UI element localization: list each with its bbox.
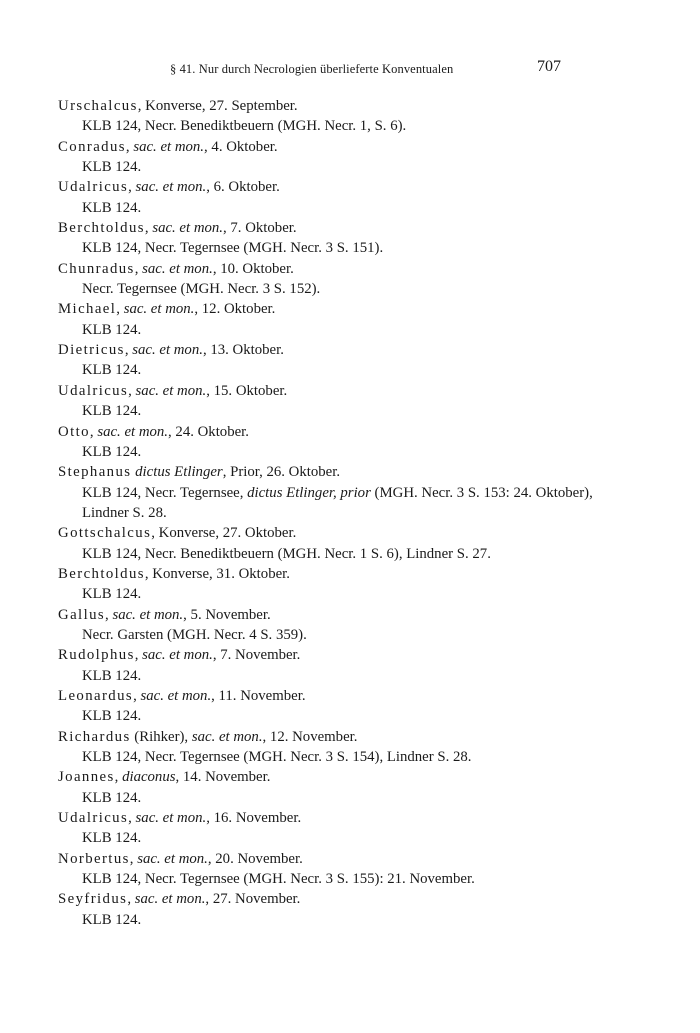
necrology-entry [58,727,658,768]
monk-name: Richardus [58,728,131,745]
text-segment: Necr. Tegernsee (MGH. Necr. 3 S. 152). [82,281,321,298]
text-segment: , Konverse, 27. September. [137,98,298,114]
italic-text: sac. et mon. [142,260,213,277]
text-segment: , 12. November. [262,728,358,745]
source-citation [58,706,658,726]
necrology-entry [58,564,658,605]
monk-name: Urschalcus [58,98,138,114]
entry-heading [58,259,658,279]
entry-heading [58,137,658,157]
text-segment: , 12. Oktober. [194,301,276,318]
entry-heading [58,523,658,543]
monk-name: Chunradus [58,260,135,277]
monk-name: Gallus [58,606,106,623]
necrology-entry [58,177,658,218]
monk-name: Otto [58,423,90,440]
necrology-entry [58,299,658,340]
text-segment: , 7. November. [212,647,301,664]
text-segment: , [129,850,138,867]
entry-heading [58,422,658,442]
text-segment: , 14. November. [175,769,271,786]
italic-text: sac. et mon. [134,891,206,908]
text-segment: KLB 124, Necr. Tegernsee (MGH. Necr. 3 S. 155): 21. November. [82,871,475,888]
italic-text: dictus Etlinger, prior [247,484,371,501]
necrology-entry [58,808,658,849]
entry-heading [58,299,658,319]
text-segment: (MGH. Necr. 3 S. 153: 24. Oktober), Lindner S. 28. [82,484,593,521]
monk-name: Joannes [58,769,115,786]
text-segment: , 16. November. [206,810,302,827]
italic-text: dictus Etlinger [135,464,223,481]
monk-name: Udalricus [58,810,129,827]
necrology-entry [58,137,658,178]
entry-heading [58,849,658,869]
source-citation [58,666,658,686]
necrology-entry [58,849,658,890]
source-citation [58,625,658,645]
necrology-entries [58,96,658,930]
monk-name: Leonardus [58,687,134,704]
source-citation [58,483,658,524]
entry-heading [58,564,658,584]
source-citation [58,584,658,604]
text-segment: KLB 124. [82,911,142,928]
text-segment: KLB 124. [82,667,142,684]
text-segment: , [134,260,143,277]
text-segment: KLB 124. [82,708,142,725]
text-segment: KLB 124. [82,586,142,603]
monk-name: Udalricus [58,382,129,399]
text-segment: KLB 124. [82,443,142,460]
necrology-entry [58,605,658,646]
italic-text: sac. et mon. [135,179,207,196]
entry-heading [58,808,658,828]
necrology-entry [58,259,658,300]
monk-name: Michael [58,301,117,318]
necrology-entry [58,381,658,422]
entry-heading [58,645,658,665]
monk-name: Udalricus [58,179,129,196]
text-segment: , [124,342,133,359]
text-segment: , 20. November. [207,850,303,867]
text-segment: , Prior, 26. Oktober. [222,464,341,481]
entry-heading [58,767,658,787]
text-segment: , [128,179,136,196]
text-segment: , [134,647,143,664]
page-number: 707 [537,58,561,75]
necrology-entry [58,96,658,137]
source-citation [58,747,658,767]
text-segment: KLB 124, Necr. Benediktbeuern (MGH. Necr. 1 S. 6), Lindner S. 27. [82,545,491,562]
text-segment: , [128,810,136,827]
source-citation [58,442,658,462]
italic-text: sac. et mon. [123,301,195,318]
monk-name: Seyfridus [58,891,128,908]
entry-heading [58,889,658,909]
source-citation [58,544,658,564]
text-segment: , 10. Oktober. [212,260,294,277]
text-segment: , Konverse, 27. Oktober. [151,525,297,542]
text-segment: , 6. Oktober. [206,179,280,196]
necrology-entry [58,686,658,727]
monk-name: Norbertus [58,850,130,867]
text-segment: , 7. Oktober. [223,220,297,237]
source-citation [58,320,658,340]
necrology-entry [58,340,658,381]
entry-heading [58,686,658,706]
text-segment: KLB 124, Necr. Tegernsee (MGH. Necr. 3 S. 151). [82,240,384,257]
entry-heading [58,727,658,747]
necrology-entry [58,422,658,463]
text-segment: , [89,423,98,440]
italic-text: sac. et mon. [142,647,213,664]
italic-text: sac. et mon. [133,138,205,155]
entry-heading [58,381,658,401]
text-segment: KLB 124. [82,159,142,176]
text-segment: , 24. Oktober. [168,423,249,440]
italic-text: sac. et mon. [112,606,184,623]
text-segment: KLB 124. [82,830,142,847]
text-segment: , 13. Oktober. [202,342,284,359]
monk-name: Gottschalcus [58,525,152,542]
necrology-entry [58,523,658,564]
source-citation [58,828,658,848]
text-segment: KLB 124. [82,199,142,216]
source-citation [58,198,658,218]
text-segment: , [128,382,136,399]
entry-heading [58,605,658,625]
source-citation [58,157,658,177]
necrology-entry [58,218,658,259]
source-citation [58,279,658,299]
italic-text: diaconus [122,769,176,786]
monk-name: Stephanus [58,464,132,481]
monk-name: Berchtoldus [58,565,145,582]
italic-text: sac. et mon. [97,423,169,440]
necrology-entry [58,767,658,808]
monk-name: Conradus [58,138,126,155]
monk-name: Berchtoldus [58,220,145,237]
text-segment: , [105,606,113,623]
page-header [0,58,700,80]
text-segment: , [125,138,134,155]
text-segment: , [133,687,141,704]
entry-heading [58,218,658,238]
necrology-entry [58,645,658,686]
italic-text: sac. et mon. [135,382,207,399]
text-segment: , Konverse, 31. Oktober. [144,565,290,582]
italic-text: sac. et mon. [132,342,203,359]
source-citation [58,401,658,421]
text-segment: (Rihker), [130,728,192,745]
italic-text: sac. et mon. [140,687,212,704]
text-segment: , 27. November. [205,891,301,908]
text-segment: KLB 124, Necr. Benediktbeuern (MGH. Necr. 1, S. 6). [82,118,407,135]
text-segment: Necr. Garsten (MGH. Necr. 4 S. 359). [82,626,307,643]
italic-text: sac. et mon. [137,850,208,867]
text-segment: , 15. Oktober. [206,382,288,399]
italic-text: sac. et mon. [135,810,207,827]
source-citation [58,360,658,380]
text-segment: KLB 124. [82,403,142,420]
text-segment: KLB 124, Necr. Tegernsee (MGH. Necr. 3 S. 154), Lindner S. 28. [82,749,472,765]
monk-name: Rudolphus [58,647,135,664]
source-citation [58,910,658,930]
monk-name: Dietricus [58,342,125,359]
text-segment: KLB 124, Necr. Tegernsee, [82,484,248,501]
source-citation [58,238,658,258]
text-segment: , [144,220,153,237]
text-segment: KLB 124. [82,362,142,379]
italic-text: sac. et mon. [191,728,263,745]
running-title: § 41. Nur durch Necrologien überlieferte Konventualen [170,62,454,76]
text-segment: KLB 124. [82,789,142,806]
text-segment: , [127,891,135,908]
source-citation [58,788,658,808]
entry-heading [58,462,658,482]
text-segment: , [116,301,124,318]
text-segment: , 11. November. [211,687,306,704]
source-citation [58,116,658,136]
source-citation [58,869,658,889]
text-segment: , 5. November. [183,606,271,623]
entry-heading [58,96,658,116]
italic-text: sac. et mon. [152,220,223,237]
necrology-entry [58,889,658,930]
entry-heading [58,340,658,360]
entry-heading [58,177,658,197]
text-segment: KLB 124. [82,321,142,338]
text-segment: , 4. Oktober. [204,138,278,155]
text-segment: , [114,769,123,786]
necrology-entry [58,462,658,523]
